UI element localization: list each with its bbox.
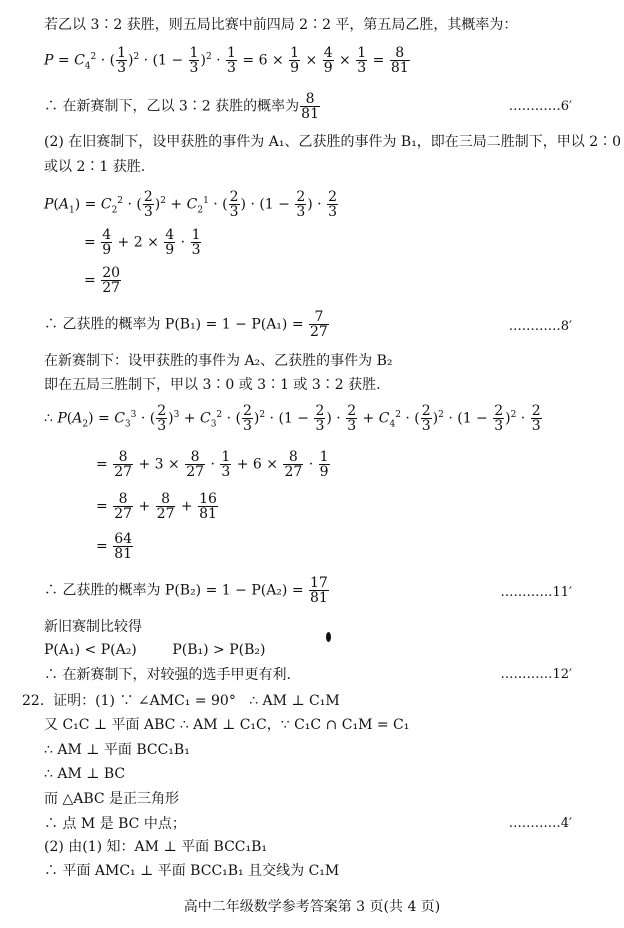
q22-line-3: ∴ AM ⊥ 平面 BCC₁B₁ <box>44 742 190 758</box>
conclusion-pb1: ∴ 乙获胜的概率为 P(B₁) = 1 − P(A₁) = $\frac{7}{27}$ <box>44 309 328 340</box>
q22-line-4: ∴ AM ⊥ BC <box>44 766 126 782</box>
score-11: …………11′ <box>500 585 572 600</box>
line-part2-cont: 或以 2∶1 获胜. <box>44 159 146 175</box>
score-4: …………4′ <box>508 816 572 831</box>
line-new-rule: 在新赛制下：设甲获胜的事件为 A₂、乙获胜的事件为 B₂ <box>44 353 393 369</box>
q22-line-1: 22. 证明：(1) ∵ ∠AMC₁ = 90° ∴ AM ⊥ C₁M <box>22 693 340 709</box>
formula-pa2: ∴ $P(A_2) = C_3^3$ · ( $\frac{2}{3}$ )$^3 + C_3^2$ · ( $\frac{2}{3}$ )$^2$ · (1 − $\frac{2}{3}$ ) · $\frac{2}{3}$ + $C_4^2$ · ( $\frac{2}{3}$ )$^2$ · (1 − $\frac{2}{3}$ )$^2$ · $\frac{2}{3}$ <box>44 403 541 434</box>
score-12: …………12′ <box>500 667 572 682</box>
q22-line-6: ∴ 点 M 是 BC 中点； <box>44 816 186 832</box>
formula-pa2-step3: = $\frac{8}{27}$ + $\frac{8}{27}$ + $\frac{16}{81}$ <box>96 491 217 522</box>
formula-p-ratio: $P = C_4^2$ · ( $\frac{1}{3}$ )$^2$ · (1 − $\frac{1}{3}$ )$^2$ · $\frac{1}{3}$ = 6 × $\frac{1}{9}$ × $\frac{4}{9}$ × $\frac{1}{3}$ = $\frac{8}{81}$ <box>44 45 409 76</box>
ink-mark <box>326 632 331 642</box>
formula-pa2-step2: = $\frac{8}{27}$ + 3 × $\frac{8}{27}$ · $\frac{1}{3}$ + 6 × $\frac{8}{27}$ · $\frac{1}{9}$ <box>96 449 329 480</box>
formula-pa2-result: = $\frac{64}{81}$ <box>96 531 133 562</box>
conclusion-new-3-2: ∴ 在新赛制下，乙以 3∶2 获胜的概率为 $\frac{8}{81}$ <box>44 91 319 122</box>
line-part2: (2) 在旧赛制下，设甲获胜的事件为 A₁、乙获胜的事件为 B₁，即在三局二胜制下，甲以 2∶0 <box>44 134 622 150</box>
conclusion-text: ∴ 在新赛制下，乙以 3∶2 获胜的概率为 <box>44 98 300 115</box>
formula-pa1-step2: = $\frac{4}{9}$ + 2 × $\frac{4}{9}$ · $\frac{1}{3}$ <box>84 227 201 258</box>
q22-line-7: (2) 由(1) 知：AM ⊥ 平面 BCC₁B₁ <box>44 839 268 855</box>
q22-line-5: 而 △ABC 是正三角形 <box>44 791 180 807</box>
line-inequalities: P(A₁) < P(A₂) P(B₁) > P(B₂) <box>44 642 266 658</box>
line-conclusion-fair: ∴ 在新赛制下，对较强的选手甲更有利. <box>44 667 291 683</box>
line-compare: 新旧赛制比较得 <box>44 619 142 635</box>
line-1: 若乙以 3∶2 获胜，则五局比赛中前四局 2∶2 平，第五局乙胜，其概率为： <box>44 17 518 33</box>
formula-pa1-result: = $\frac{20}{27}$ <box>84 265 121 296</box>
line-best-of-5: 即在五局三胜制下，甲以 3∶0 或 3∶1 或 3∶2 获胜. <box>44 377 381 393</box>
conclusion-pb2: ∴ 乙获胜的概率为 P(B₂) = 1 − P(A₂) = $\frac{17}{81}$ <box>44 575 328 606</box>
score-6: …………6′ <box>508 99 572 114</box>
q22-line-2: 又 C₁C ⊥ 平面 ABC ∴ AM ⊥ C₁C，∵ C₁C ∩ C₁M = C₁ <box>44 717 410 733</box>
score-8: …………8′ <box>508 319 572 334</box>
q22-line-8: ∴ 平面 AMC₁ ⊥ 平面 BCC₁B₁ 且交线为 C₁M <box>44 863 340 879</box>
conclusion-pb2-text: ∴ 乙获胜的概率为 P(B₂) = 1 − P(A₂) = <box>44 582 304 599</box>
conclusion-pb1-text: ∴ 乙获胜的概率为 P(B₁) = 1 − P(A₁) = <box>44 316 304 333</box>
page-footer: 高中二年级数学参考答案第 3 页(共 4 页) <box>183 899 441 915</box>
formula-pa1: $P(A_1) = C_2^2$ · ( $\frac{2}{3}$ )$^2 + C_2^1$ · ( $\frac{2}{3}$ ) · (1 − $\frac{2}{3}$ ) · $\frac{2}{3}$ <box>44 189 337 220</box>
